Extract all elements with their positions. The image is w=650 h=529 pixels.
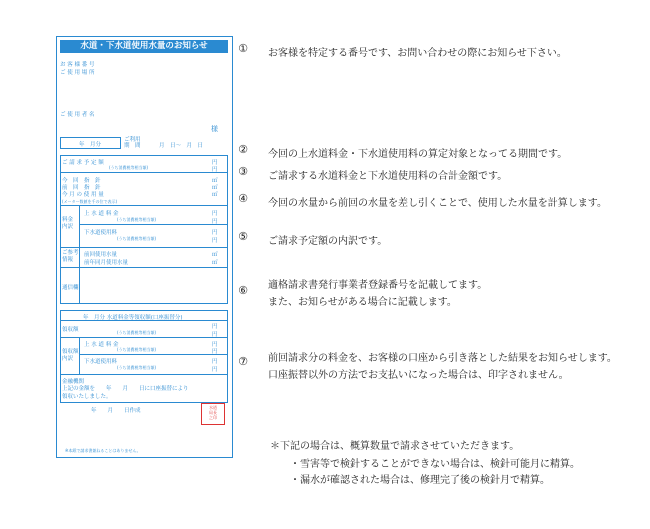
period-range: 月 日～ 月 日	[159, 143, 204, 149]
divider	[79, 267, 80, 304]
location-label: ご 使 用 場 所	[60, 70, 95, 76]
receipt-water-fee: 上 水 道 料 金	[84, 342, 119, 348]
bank-label: 金融機関	[62, 379, 85, 385]
receipt-sewer-fee: 下水道使用料	[84, 359, 118, 365]
divider	[60, 320, 228, 321]
prev-usage-label: 前回使用水量	[84, 252, 118, 258]
desc-1: お客様を特定する番号です、お問い合わせの際にお知らせ下さい。	[268, 48, 567, 59]
receipt-tax-note: (うち消費税等相当額)	[117, 330, 157, 335]
receipt-sewer-tax-yen: 円	[212, 367, 218, 373]
sama-label: 様	[211, 125, 218, 133]
water-fee-label: 上 水 道 料 金	[84, 211, 119, 217]
billing-yen: 円	[212, 160, 218, 166]
marker-3: ③	[238, 165, 248, 178]
receipt-sewer-tax: (うち消費税等相当額)	[117, 365, 157, 370]
sewer-yen: 円	[212, 230, 218, 236]
seal-text: 水道 局長 之印	[209, 405, 217, 420]
desc-7b: 口座振替以外の方法でお支払いになった場合は、印字されません。	[268, 370, 569, 381]
marker-4: ④	[238, 192, 248, 205]
receipt-text-2: 領収いたしました。	[62, 394, 112, 400]
footnote: ※本紙で請求書兼ねることはありません。	[65, 448, 141, 453]
marker-7: ⑦	[238, 355, 248, 368]
divider	[79, 224, 228, 225]
previous-reading-label: 前 回 指 針	[62, 185, 101, 191]
divider	[60, 172, 228, 173]
water-usage-notice	[56, 36, 233, 458]
last-year-unit: ㎥	[212, 260, 218, 266]
communication-label: 通信欄	[62, 285, 79, 291]
prev-usage-unit: ㎥	[212, 252, 218, 258]
receipt-water-tax-yen: 円	[212, 349, 218, 355]
current-reading-unit: ㎥	[212, 178, 218, 184]
receipt-sewer-yen: 円	[212, 359, 218, 365]
receipt-tax-yen: 円	[212, 332, 218, 338]
sewer-fee-label: 下水道使用料	[84, 230, 118, 236]
usage-unit: ㎥	[212, 192, 218, 198]
divider	[79, 205, 80, 247]
divider	[79, 337, 80, 374]
billing-tax-note: (うち消費税等相当額)	[109, 165, 149, 170]
desc-5: ご請求予定額の内訳です。	[268, 236, 388, 247]
desc-6a: 適格請求書発行事業者登録番号を記載してます。	[268, 280, 488, 291]
period-month-box	[60, 137, 121, 149]
desc-2: 今回の上水道料金・下水道使用料の算定対象となってる期間です。	[268, 149, 568, 160]
water-yen: 円	[212, 211, 218, 217]
sewer-tax-note: (うち消費税等相当額)	[117, 236, 157, 241]
receipt-water-yen: 円	[212, 342, 218, 348]
sewer-tax-yen: 円	[212, 238, 218, 244]
reference-label: ご参考 情報	[62, 250, 79, 263]
period-month-label: 年 月分	[79, 142, 102, 148]
meter-note: (メーター数値を千の位で表示)	[62, 199, 118, 204]
note-intro: ＊下記の場合は、概算数量で請求させていただきます。	[270, 441, 520, 452]
divider	[60, 247, 228, 248]
previous-reading-unit: ㎥	[212, 185, 218, 191]
divider	[60, 374, 228, 375]
billing-tax-yen: 円	[212, 167, 218, 173]
receipt-breakdown-label: 領収額 内訳	[62, 349, 79, 362]
divider	[60, 337, 228, 338]
official-seal	[201, 403, 225, 425]
withdrawal-header: 年 月分 水道料金等領収額(口座振替分)	[83, 315, 183, 321]
notice-title: 水道・下水道使用水量のお知らせ	[60, 40, 228, 53]
period-label: ご利用 期 間	[124, 137, 141, 149]
receipt-yen: 円	[212, 324, 218, 330]
divider	[60, 267, 228, 268]
desc-6b: また、お知らせがある場合に記載します。	[268, 297, 457, 308]
creation-date: 年 月 日作成	[91, 408, 141, 414]
note-item-1: ・雪害等で検針することができない場合は、検針可能月に精算。	[290, 459, 580, 470]
user-name-label: ご 使 用 者 名	[60, 112, 95, 118]
last-year-usage-label: 前年同月使用水量	[84, 260, 129, 266]
note-item-2: ・漏水が確認された場合は、修理完了後の検針月で精算。	[290, 475, 550, 486]
current-reading-label: 今 回 指 針	[62, 178, 101, 184]
marker-1: ①	[238, 42, 248, 55]
desc-4: 今回の水量から前回の水量を差し引くことで、使用した水量を計算します。	[268, 198, 607, 209]
marker-2: ②	[238, 143, 248, 156]
billing-amount-label: ご 請 求 予 定 額	[62, 160, 104, 166]
receipt-amount-label: 領収額	[62, 327, 79, 333]
desc-3: ご請求する水道料金と下水道使用料の合計金額です。	[268, 171, 508, 182]
marker-6: ⑥	[238, 284, 248, 297]
divider	[79, 247, 80, 267]
water-tax-note: (うち消費税等相当額)	[117, 217, 157, 222]
receipt-water-tax: (うち消費税等相当額)	[117, 347, 157, 352]
breakdown-label: 料金 内訳	[62, 217, 74, 230]
divider	[60, 205, 228, 206]
customer-number-label: お 客 様 番 号	[60, 62, 95, 68]
marker-5: ⑤	[238, 230, 248, 243]
water-tax-yen: 円	[212, 219, 218, 225]
divider	[79, 354, 228, 355]
receipt-text: 上記の金額を 年 月 日に口座振替により	[62, 386, 189, 392]
desc-7a: 前回請求分の料金を、お客様の口座から引き落とした結果をお知らせします。	[268, 353, 617, 364]
usage-this-month-label: 今 月 の 使 用 量	[62, 192, 104, 198]
